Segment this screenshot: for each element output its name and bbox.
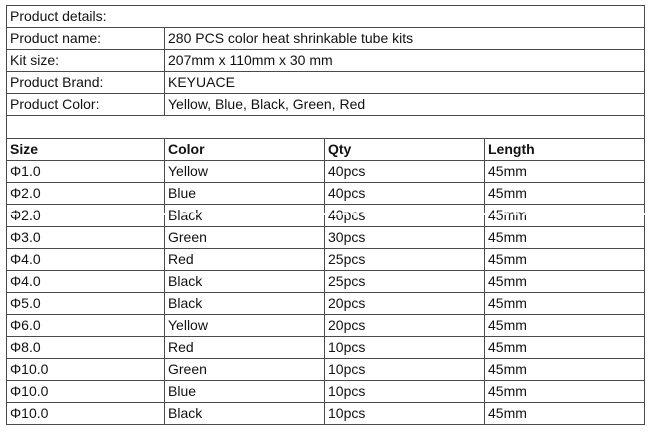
spec-row bbox=[7, 293, 645, 315]
color-cell: Green bbox=[165, 227, 325, 249]
qty-cell: 40pcs bbox=[325, 205, 485, 227]
color-cell: Yellow bbox=[165, 315, 325, 337]
qty-cell: 40pcs bbox=[325, 161, 485, 183]
length-cell: 45mm bbox=[485, 381, 645, 403]
details-value: 207mm x 110mm x 30 mm bbox=[165, 50, 645, 72]
length-cell: 45mm bbox=[485, 403, 645, 425]
size-cell: Φ8.0 bbox=[7, 337, 165, 359]
qty-cell: 30pcs bbox=[325, 227, 485, 249]
length-cell: 45mm bbox=[485, 161, 645, 183]
length-cell: 45mm bbox=[485, 293, 645, 315]
length-cell: 45mm bbox=[485, 271, 645, 293]
qty-cell: 40pcs bbox=[325, 183, 485, 205]
spec-row bbox=[7, 403, 645, 425]
color-header: Color bbox=[165, 139, 325, 161]
spec-row bbox=[7, 337, 645, 359]
length-cell: 45mm bbox=[485, 205, 645, 227]
details-row bbox=[7, 50, 645, 72]
qty-cell: 10pcs bbox=[325, 359, 485, 381]
size-cell: Φ4.0 bbox=[7, 249, 165, 271]
length-header: Length bbox=[485, 139, 645, 161]
details-label: Kit size: bbox=[7, 50, 165, 72]
qty-cell: 10pcs bbox=[325, 403, 485, 425]
size-cell: Φ10.0 bbox=[7, 403, 165, 425]
color-cell: Red bbox=[165, 337, 325, 359]
color-cell: Black bbox=[165, 293, 325, 315]
color-cell: Red bbox=[165, 249, 325, 271]
spec-row bbox=[7, 161, 645, 183]
qty-cell: 10pcs bbox=[325, 381, 485, 403]
spec-row bbox=[7, 315, 645, 337]
length-cell: 45mm bbox=[485, 359, 645, 381]
details-value: Yellow, Blue, Black, Green, Red bbox=[165, 94, 645, 116]
length-cell: 45mm bbox=[485, 227, 645, 249]
details-label: Product name: bbox=[7, 28, 165, 50]
qty-cell: 20pcs bbox=[325, 293, 485, 315]
size-cell: Φ2.0 bbox=[7, 205, 165, 227]
spec-row bbox=[7, 227, 645, 249]
size-cell: Φ5.0 bbox=[7, 293, 165, 315]
qty-cell: 25pcs bbox=[325, 249, 485, 271]
size-cell: Φ2.0 bbox=[7, 183, 165, 205]
details-value: 280 PCS color heat shrinkable tube kits bbox=[165, 28, 645, 50]
details-row bbox=[7, 72, 645, 94]
spec-rows bbox=[7, 161, 645, 425]
spacer-cell bbox=[7, 116, 645, 139]
spec-row bbox=[7, 359, 645, 381]
product-details-table bbox=[6, 5, 645, 425]
size-header: Size bbox=[7, 139, 165, 161]
details-heading-row bbox=[7, 6, 645, 28]
length-cell: 45mm bbox=[485, 183, 645, 205]
details-label: Product Color: bbox=[7, 94, 165, 116]
color-cell: Yellow bbox=[165, 161, 325, 183]
color-cell: Green bbox=[165, 359, 325, 381]
spacer-row bbox=[7, 116, 645, 139]
spec-row bbox=[7, 271, 645, 293]
color-cell: Black bbox=[165, 271, 325, 293]
color-cell: Blue bbox=[165, 381, 325, 403]
spec-header-row bbox=[7, 139, 645, 161]
color-cell: Black bbox=[165, 403, 325, 425]
details-row bbox=[7, 28, 645, 50]
qty-cell: 20pcs bbox=[325, 315, 485, 337]
spec-row bbox=[7, 249, 645, 271]
spec-row bbox=[7, 381, 645, 403]
details-heading: Product details: bbox=[7, 6, 645, 28]
spec-row bbox=[7, 183, 645, 205]
size-cell: Φ10.0 bbox=[7, 359, 165, 381]
color-cell: Blue bbox=[165, 183, 325, 205]
details-row bbox=[7, 94, 645, 116]
size-cell: Φ10.0 bbox=[7, 381, 165, 403]
length-cell: 45mm bbox=[485, 315, 645, 337]
color-cell: Black bbox=[165, 205, 325, 227]
qty-cell: 25pcs bbox=[325, 271, 485, 293]
details-value: KEYUACE bbox=[165, 72, 645, 94]
length-cell: 45mm bbox=[485, 337, 645, 359]
size-cell: Φ3.0 bbox=[7, 227, 165, 249]
length-cell: 45mm bbox=[485, 249, 645, 271]
spec-row bbox=[7, 205, 645, 227]
qty-header: Qty bbox=[325, 139, 485, 161]
size-cell: Φ6.0 bbox=[7, 315, 165, 337]
details-label: Product Brand: bbox=[7, 72, 165, 94]
size-cell: Φ4.0 bbox=[7, 271, 165, 293]
qty-cell: 10pcs bbox=[325, 337, 485, 359]
size-cell: Φ1.0 bbox=[7, 161, 165, 183]
